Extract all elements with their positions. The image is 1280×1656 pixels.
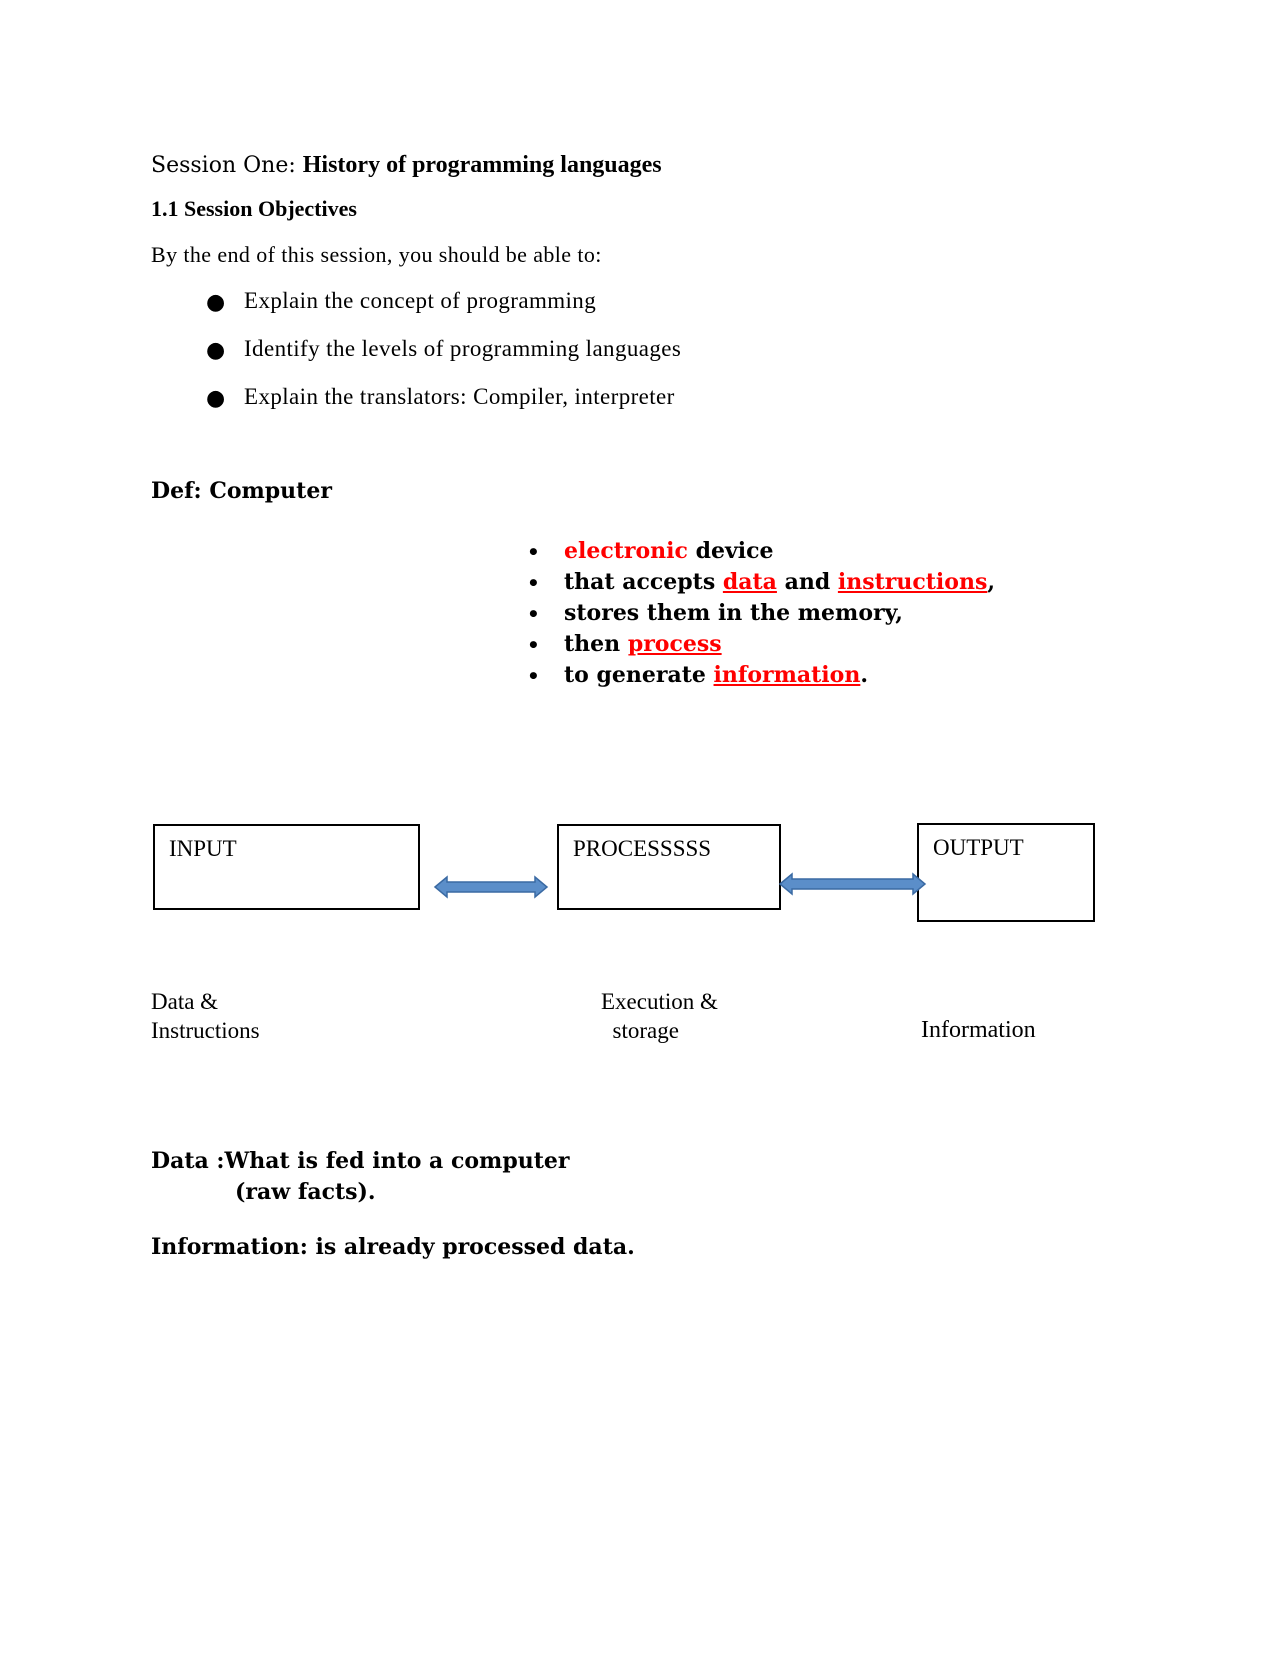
- definition-text: ,: [987, 569, 996, 595]
- output-caption: Information: [921, 1017, 1036, 1043]
- information-definition: Information: is already processed data.: [151, 1234, 635, 1260]
- process-caption: Execution & storage: [601, 989, 718, 1043]
- definition-text: and: [776, 569, 838, 595]
- objective-item: Identify the levels of programming languages: [244, 336, 682, 361]
- objective-item: Explain the translators: Compiler, interpreter: [244, 384, 675, 409]
- bullet-icon: •: [527, 602, 540, 626]
- data-definition: [151, 1146, 569, 1208]
- double-arrow-icon: [780, 874, 925, 894]
- bullet-icon: •: [527, 633, 540, 657]
- session-title-main: History of programming languages: [302, 152, 662, 178]
- keyword-electronic: electronic: [564, 538, 688, 564]
- definition-text: .: [860, 662, 869, 688]
- input-caption: Data & Instructions: [151, 989, 260, 1043]
- objectives-intro: By the end of this session, you should be able to:: [151, 242, 602, 267]
- bullet-icon: •: [527, 664, 540, 688]
- double-arrow-icon: [435, 877, 547, 897]
- objective-item: Explain the concept of programming: [244, 288, 597, 313]
- definition-text: that accepts: [564, 569, 723, 595]
- data-definition-line1: Data :What is fed into a computer: [151, 1148, 570, 1174]
- keyword-information: information: [713, 662, 861, 688]
- objectives-heading: 1.1 Session Objectives: [151, 196, 357, 221]
- session-title-lead: Session One:: [151, 153, 303, 178]
- bullet-icon: •: [527, 540, 540, 564]
- definition-text: device: [687, 538, 774, 564]
- keyword-process: process: [627, 631, 722, 657]
- definition-text: then: [564, 631, 628, 657]
- definition-text: to generate: [564, 662, 714, 688]
- keyword-instructions: instructions: [837, 569, 988, 595]
- definition-heading: Def: Computer: [151, 478, 332, 504]
- bullet-icon: ●: [206, 338, 226, 363]
- data-definition-line2: (raw facts).: [235, 1179, 376, 1205]
- bullet-icon: ●: [206, 386, 226, 411]
- bullet-icon: •: [527, 571, 540, 595]
- input-box-label: INPUT: [169, 836, 237, 861]
- process-box-label: PROCESSSSS: [573, 836, 712, 861]
- definition-item-3: stores them in the memory,: [564, 600, 903, 626]
- keyword-data: data: [722, 569, 777, 595]
- bullet-icon: ●: [206, 290, 226, 315]
- output-box-label: OUTPUT: [933, 835, 1024, 860]
